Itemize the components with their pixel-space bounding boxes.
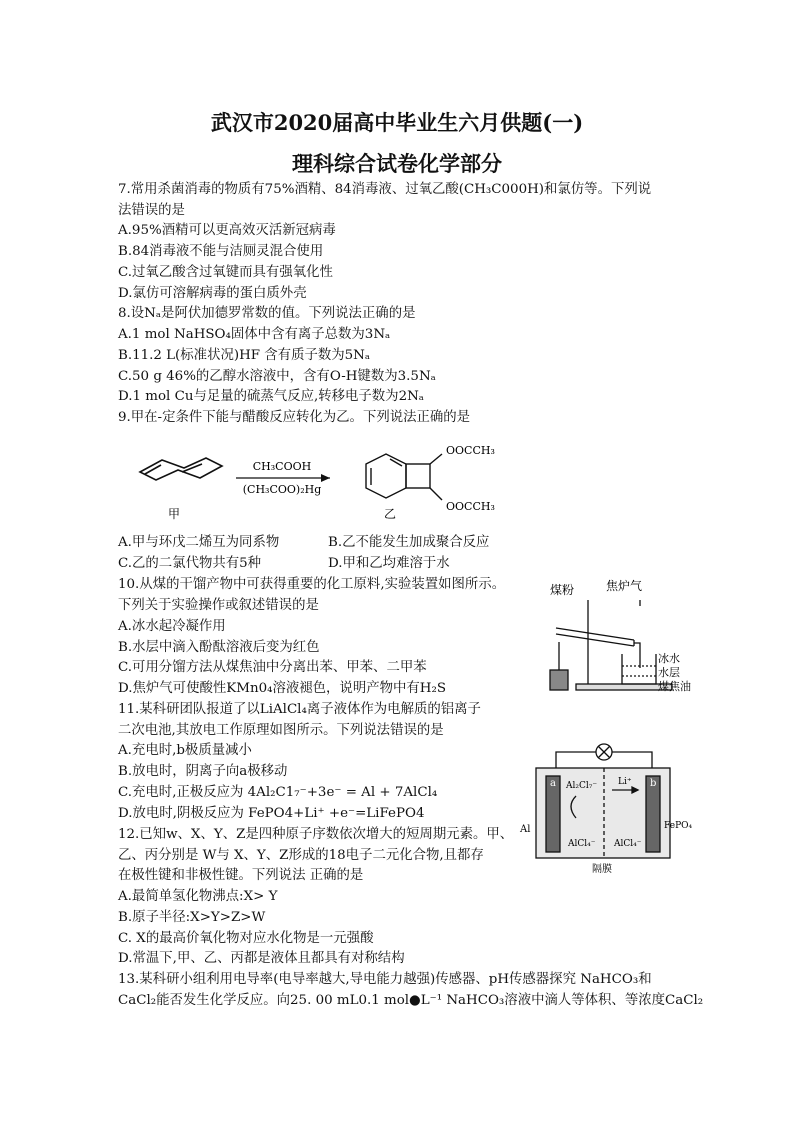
page-title: 武汉市2020届高中毕业生六月供题(一) (210, 110, 584, 135)
q12-stem: 乙、丙分别是 W与 X、Y、Z形成的18电子二元化合物,且都存 (118, 848, 484, 863)
label-coal: 煤粉 (550, 583, 575, 597)
q11-option-b: B.放电时，阴离子向a极移动 (118, 764, 288, 779)
q13-stem: 13.某科研小组利用电导率(电导率越大,导电能力越强)传感器、pH传感器探究 NaHCO₃和 (118, 972, 652, 987)
q11-stem: 11.某科研团队报道了以LiAlCl₄离子液体作为电解质的铝离子 (118, 702, 481, 717)
q12-stem: 在极性键和非极性键。下列说法 正确的是 (118, 868, 364, 883)
label-coke-gas: 焦炉气 (606, 579, 643, 593)
q8-stem: 8.设Nₐ是阿伏加德罗常数的值。下列说法正确的是 (118, 306, 416, 321)
label-al2cl7: Al₂Cl₇⁻ (566, 781, 598, 791)
label-al: Al (520, 824, 531, 835)
reagent-acetic-acid: CH₃COOH (252, 460, 312, 473)
label-jia: 甲 (167, 507, 181, 521)
q10-apparatus-figure (536, 576, 691, 700)
q10-option-d: D.焦炉气可使酸性KMn0₄溶液褪色，说明产物中有H₂S (118, 681, 446, 696)
q12-option-d: D.常温下,甲、乙、丙都是液体且都具有对称结构 (118, 951, 405, 966)
q12-stem: 12.已知w、X、Y、Z是四种原子序数依次增大的短周期元素。甲、 (118, 827, 514, 842)
q7-stem: 7.常用杀菌消毒的物质有75%酒精、84消毒液、过氧乙酸(CH₃C000H)和氯仿等。下列说 (118, 182, 652, 197)
q9-reaction-figure (118, 440, 518, 528)
group-oocch3-bottom: OOCCH₃ (446, 500, 495, 513)
q11-battery-figure (516, 740, 694, 876)
q12-option-c: C. X的最高价氧化物对应水化物是一元强酸 (118, 931, 374, 946)
page-subtitle: 理科综合试卷化学部分 (292, 151, 502, 176)
q10-option-c: C.可用分馏方法从煤焦油中分离出苯、甲苯、二甲苯 (118, 660, 427, 675)
q9-option-a: A.甲与环戊二烯互为同系物 (118, 535, 280, 550)
label-water-layer: 水层 (658, 666, 680, 679)
group-oocch3-top: OOCCH₃ (446, 444, 495, 457)
q11-option-d: D.放电时,阴极反应为 FePO4+Li⁺ +e⁻=LiFePO4 (118, 806, 425, 821)
q8-option-a: A.1 mol NaHSO₄固体中含有离子总数为3Nₐ (118, 327, 391, 342)
q8-option-c: C.50 g 46%的乙醇水溶液中，含有O-H键数为3.5Nₐ (118, 369, 436, 384)
label-ice-water: 冰水 (658, 652, 680, 665)
q9-option-d: D.甲和乙均难溶于水 (328, 556, 450, 571)
label-electrode-a: a (550, 778, 556, 789)
q7-option-d: D.氯仿可溶解病毒的蛋白质外壳 (118, 286, 307, 301)
label-alcl4-right: AlCl₄⁻ (614, 839, 642, 849)
q11-option-c: C.充电时,正极反应为 4Al₂C1₇⁻+3e⁻ = Al + 7AlCl₄ (118, 785, 438, 800)
label-yi: 乙 (383, 507, 397, 521)
q7-stem: 法错误的是 (118, 203, 185, 218)
q10-option-a: A.冰水起冷凝作用 (118, 619, 226, 634)
q7-option-c: C.过氧乙酸含过氧键而具有强氧化性 (118, 265, 333, 280)
label-fepo4: FePO₄ (664, 821, 693, 831)
label-electrode-b: b (650, 778, 657, 789)
q9-option-b: B.乙不能发生加成聚合反应 (328, 535, 490, 550)
molecule-yi (366, 454, 442, 500)
molecule-jia (140, 458, 222, 480)
label-li: Li⁺ (618, 777, 632, 787)
q9-stem: 9.甲在-定条件下能与醋酸反应转化为乙。下列说法正确的是 (118, 410, 471, 425)
q7-option-b: B.84消毒液不能与洁厕灵混合使用 (118, 244, 324, 259)
q12-option-a: A.最简单氢化物沸点:X> Y (118, 889, 278, 904)
label-coal-tar: 煤焦油 (658, 680, 691, 693)
q11-option-a: A.充电时,b极质量减小 (118, 743, 252, 758)
q8-option-d: D.1 mol Cu与足量的硫蒸气反应,转移电子数为2Nₐ (118, 389, 424, 404)
label-membrane: 隔膜 (592, 864, 612, 875)
q8-option-b: B.11.2 L(标准状况)HF 含有质子数为5Nₐ (118, 348, 371, 363)
q7-option-a: A.95%酒精可以更高效灭活新冠病毒 (118, 223, 336, 238)
q13-stem: CaCl₂能否发生化学反应。向25. 00 mL0.1 mol●L⁻¹ NaHCO₃溶液中滴人等体积、等浓度CaCl₂ (118, 993, 704, 1008)
q12-option-b: B.原子半径:X>Y>Z>W (118, 910, 266, 925)
q10-stem: 下列关于实验操作或叙述错误的是 (118, 598, 319, 613)
label-alcl4-left: AlCl₄⁻ (568, 839, 596, 849)
q9-option-c: C.乙的二氯代物共有5种 (118, 556, 262, 571)
q10-stem: 10.从煤的干馏产物中可获得重要的化工原料,实验装置如图所示。 (118, 577, 506, 592)
q10-option-b: B.水层中滴入酚酞溶液后变为红色 (118, 640, 320, 655)
q11-stem: 二次电池,其放电工作原理如图所示。下列说法错误的是 (118, 723, 444, 738)
reagent-mercury-acetate: (CH₃COO)₂Hg (242, 483, 322, 496)
